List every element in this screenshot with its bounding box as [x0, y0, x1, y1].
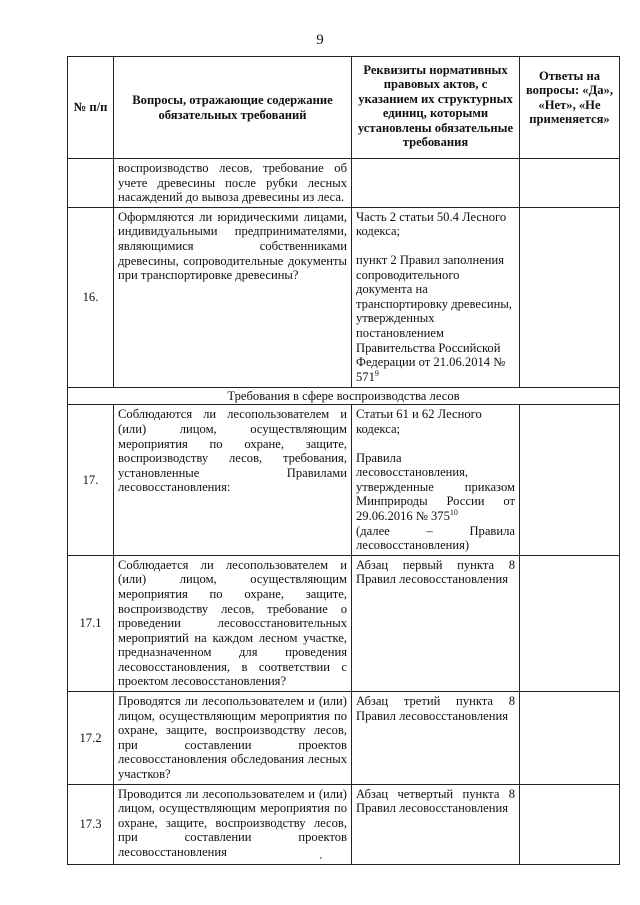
- row-answer: [520, 784, 620, 864]
- row-question: Соблюдается ли лесопользователем и (или) лицом, осуществляющим мероприятия по охране, защите, воспроизводству лесов, требование о проведении лесовосстановительных мероприятий на каждом лесном участке, предназначенном для проведения лесовосстановления, в соответствии с проектом лесовосстановления?: [114, 555, 352, 691]
- table-row: [68, 207, 620, 387]
- table-row: [68, 692, 620, 785]
- ref-item: Абзац четвертый пункта 8 Правил лесовосстановления: [356, 786, 515, 816]
- row-question: Соблюдаются ли лесопользователем и (или) лицом, осуществляющим мероприятия по охране, защите, воспроизводству лесов, требования, установленные Правилами лесовосстановления:: [114, 405, 352, 555]
- row-answer: [520, 692, 620, 785]
- row-number: 17.2: [68, 692, 114, 785]
- table-row: [68, 784, 620, 864]
- table-row: [68, 405, 620, 555]
- row-number: 17.1: [68, 555, 114, 691]
- footnote-mark: 10: [449, 507, 458, 517]
- row-refs: [352, 207, 520, 387]
- requirements-table: [67, 56, 620, 865]
- row-question: Проводится ли лесопользователем и (или) лицом, осуществляющим мероприятия по охране, защите, воспроизводству лесов, при составлении проектов лесовосстановления: [114, 784, 352, 864]
- ref-item: Статьи 61 и 62 Лесного кодекса;: [356, 407, 482, 436]
- section-title: Требования в сфере воспроизводства лесов: [68, 387, 620, 405]
- row-number: 17.: [68, 405, 114, 555]
- ref-tail: (далее – Правила лесовосстановления): [356, 523, 515, 553]
- table-row: [68, 555, 620, 691]
- ref-item: Абзац первый пункта 8 Правил лесовосстановления: [356, 557, 515, 587]
- ref-item: [356, 451, 515, 553]
- row-number: 17.3: [68, 784, 114, 864]
- ref-item: [356, 253, 515, 384]
- table-header-row: [68, 57, 620, 159]
- row-question: воспроизводство лесов, требование об учете древесины после рубки лесных насаждений до вывоза древесины из леса.: [114, 159, 352, 208]
- row-answer: [520, 405, 620, 555]
- header-num: № п/п: [68, 57, 114, 159]
- row-refs: [352, 692, 520, 785]
- row-question: Проводятся ли лесопользователем и (или) лицом, осуществляющим мероприятия по охране, защите, воспроизводству лесов, при составлении проектов лесовосстановления обследования лесных участков?: [114, 692, 352, 785]
- section-row: [68, 387, 620, 405]
- row-refs: [352, 784, 520, 864]
- page-mark: ': [320, 856, 322, 867]
- row-answer: [520, 555, 620, 691]
- row-refs: [352, 555, 520, 691]
- header-answers: Ответы на вопросы: «Да», «Нет», «Не применяется»: [520, 57, 620, 159]
- page-number: 9: [316, 32, 324, 48]
- header-refs: Реквизиты нормативных правовых актов, с указанием их структурных единиц, которыми установлены обязательные требования: [352, 57, 520, 159]
- header-questions: Вопросы, отражающие содержание обязательных требований: [114, 57, 352, 159]
- row-refs: [352, 159, 520, 208]
- row-answer: [520, 159, 620, 208]
- row-question: Оформляются ли юридическими лицами, индивидуальными предпринимателями, являющимися собственниками древесины, сопроводительные документы при транспортировке древесины?: [114, 207, 352, 387]
- ref-text: Правила лесовосстановления, утвержденные приказом Минприроды России от 29.06.2016 № 375: [356, 450, 515, 523]
- row-answer: [520, 207, 620, 387]
- table-row: [68, 159, 620, 208]
- ref-text: пункт 2 Правил заполнения сопроводительного документа на транспортировку древесины, утвержденных постановлением Правительства Российской Федерации от 21.06.2014 № 571: [356, 252, 512, 384]
- footnote-mark: 9: [374, 368, 379, 378]
- row-refs: [352, 405, 520, 555]
- row-number: [68, 159, 114, 208]
- ref-item: Абзац третий пункта 8 Правил лесовосстановления: [356, 694, 515, 723]
- row-number: 16.: [68, 207, 114, 387]
- ref-item: Часть 2 статьи 50.4 Лесного кодекса;: [356, 209, 507, 239]
